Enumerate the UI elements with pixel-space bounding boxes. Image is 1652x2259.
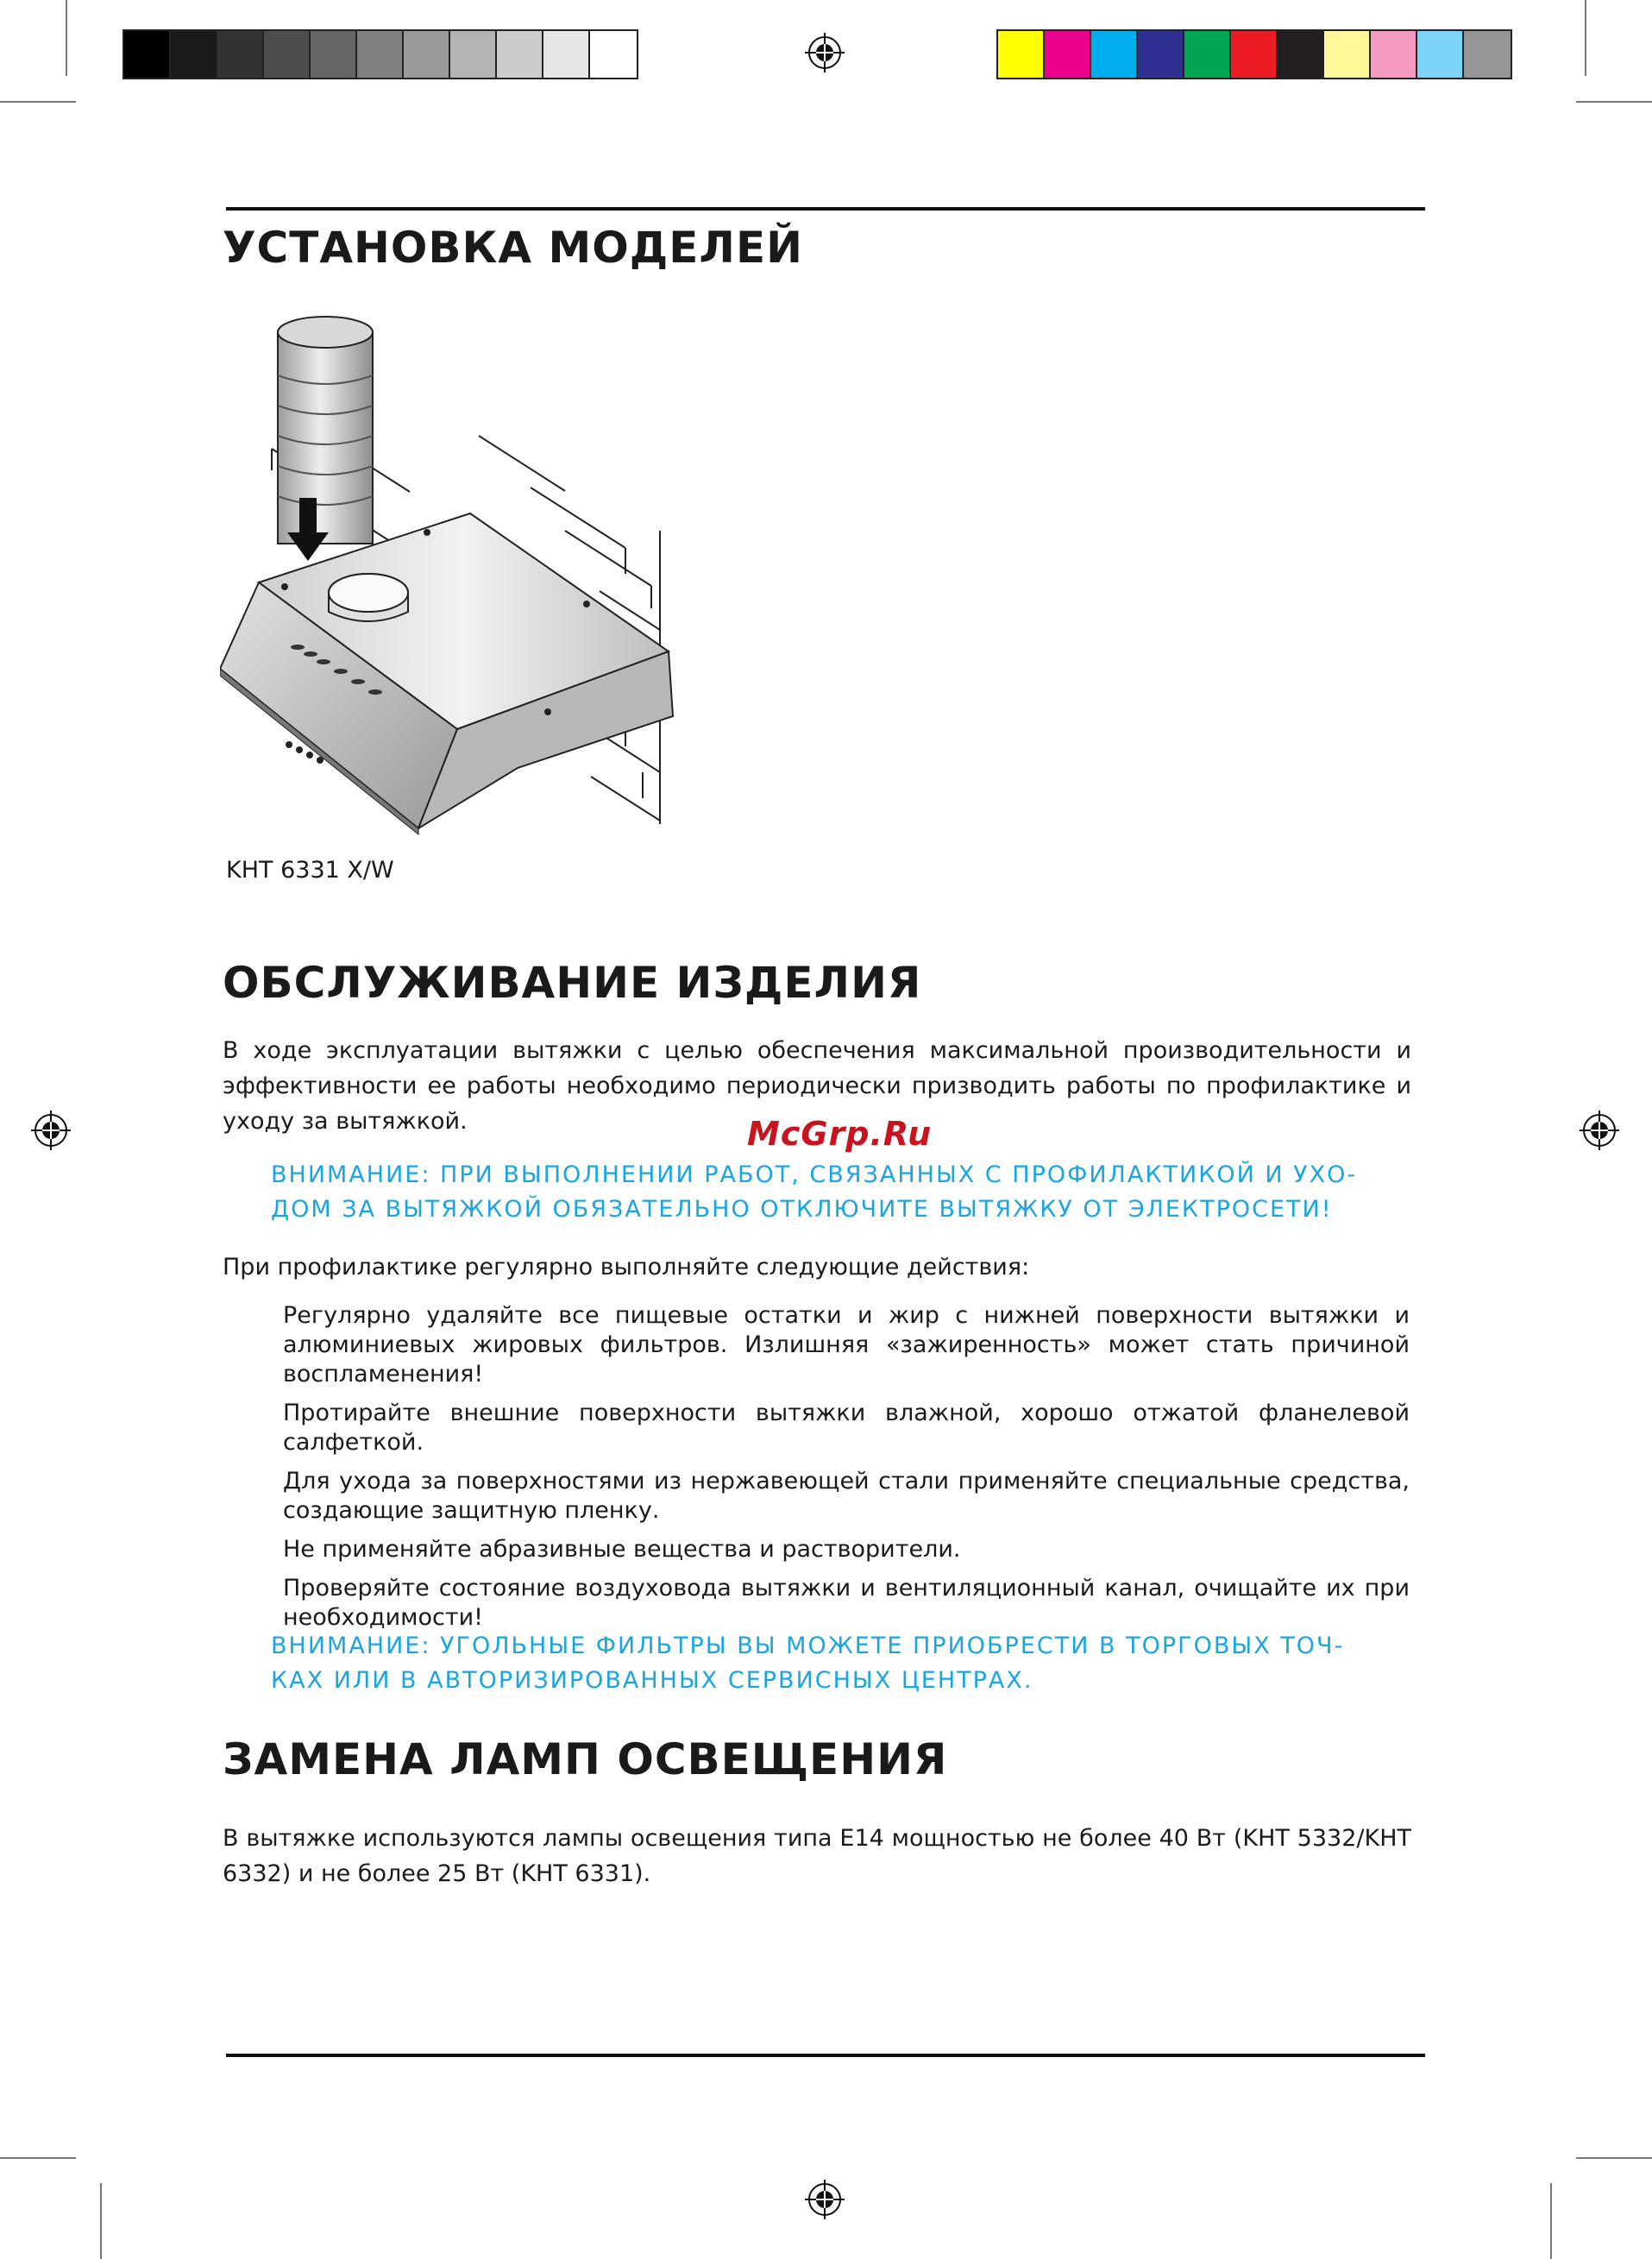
color-swatch bbox=[404, 31, 450, 78]
crop-mark bbox=[0, 101, 76, 103]
color-swatch bbox=[171, 31, 217, 78]
crop-mark bbox=[66, 0, 67, 76]
color-swatch bbox=[998, 31, 1045, 78]
color-swatch bbox=[590, 31, 637, 78]
list-item: Регулярно удаляйте все пищевые остатки и жир с нижней поверхности вытяжки и алюминиевых жировых фильтров. Излишняя «зажиренность» может стать причиной воспламенения! bbox=[283, 1302, 1410, 1387]
color-swatch bbox=[1231, 31, 1278, 78]
crop-mark bbox=[0, 2157, 76, 2159]
color-swatch bbox=[1278, 31, 1324, 78]
color-swatch bbox=[264, 31, 311, 78]
color-swatch bbox=[1091, 31, 1138, 78]
list-item: Протирайте внешние поверхности вытяжки влажной, хорошо отжатой фланелевой салфеткой. bbox=[283, 1400, 1410, 1456]
warning-line: ВНИМАНИЕ: ПРИ ВЫПОЛНЕНИИ РАБОТ, СВЯЗАННЫХ С ПРОФИЛАКТИКОЙ И УХО- bbox=[271, 1161, 1358, 1188]
crop-mark bbox=[1576, 101, 1652, 103]
registration-mark-icon bbox=[31, 1111, 71, 1150]
warning-line: ДОМ ЗА ВЫТЯЖКОЙ ОБЯЗАТЕЛЬНО ОТКЛЮЧИТЕ ВЫТЯЖКУ ОТ ЭЛЕКТРОСЕТИ! bbox=[271, 1196, 1333, 1223]
list-item: Проверяйте состояние воздуховода вытяжки и вентиляционный канал, очищайте их при необходимости! bbox=[283, 1575, 1410, 1631]
process-color-bar bbox=[996, 29, 1512, 79]
maintenance-list bbox=[283, 1301, 1410, 1642]
grayscale-color-bar bbox=[122, 29, 638, 79]
section-title-maintenance: ОБСЛУЖИВАНИЕ ИЗДЕЛИЯ bbox=[223, 958, 922, 1008]
lamp-replacement-text: В вытяжке используются лампы освещения типа Е14 мощностью не более 40 Вт (KHT 5332/KHT 6332) и не более 25 Вт (KHT 6331). bbox=[223, 1825, 1411, 1887]
section-title-installation: УСТАНОВКА МОДЕЛЕЙ bbox=[223, 223, 803, 273]
warning-carbon-filters bbox=[271, 1629, 1392, 1698]
crop-mark bbox=[1550, 2183, 1552, 2259]
list-item: Не применяйте абразивные вещества и растворители. bbox=[283, 1536, 961, 1563]
registration-mark-icon bbox=[805, 33, 845, 72]
color-swatch bbox=[450, 31, 497, 78]
range-hood-install-illustration bbox=[220, 306, 755, 837]
color-swatch bbox=[1371, 31, 1417, 78]
color-swatch bbox=[1138, 31, 1184, 78]
registration-mark-icon bbox=[1580, 1111, 1619, 1150]
registration-mark-icon bbox=[805, 2180, 845, 2219]
color-swatch bbox=[1184, 31, 1231, 78]
crop-mark bbox=[1585, 0, 1586, 76]
warning-disconnect bbox=[271, 1158, 1392, 1227]
crop-mark bbox=[100, 2183, 102, 2259]
color-swatch bbox=[497, 31, 543, 78]
color-swatch bbox=[1464, 31, 1511, 78]
warning-line: КАХ ИЛИ В АВТОРИЗИРОВАННЫХ СЕРВИСНЫХ ЦЕНТРАХ. bbox=[271, 1667, 1033, 1694]
color-swatch bbox=[543, 31, 590, 78]
color-swatch bbox=[1417, 31, 1464, 78]
color-swatch bbox=[1324, 31, 1371, 78]
crop-mark bbox=[1576, 2157, 1652, 2159]
color-swatch bbox=[311, 31, 357, 78]
top-rule bbox=[226, 207, 1425, 211]
section-title-lamp-replacement: ЗАМЕНА ЛАМП ОСВЕЩЕНИЯ bbox=[223, 1734, 948, 1784]
color-swatch bbox=[124, 31, 171, 78]
color-swatch bbox=[1045, 31, 1091, 78]
model-caption: KHT 6331 X/W bbox=[226, 857, 394, 884]
warning-line: ВНИМАНИЕ: УГОЛЬНЫЕ ФИЛЬТРЫ ВЫ МОЖЕТЕ ПРИОБРЕСТИ В ТОРГОВЫХ ТОЧ- bbox=[271, 1633, 1345, 1659]
list-item: Для ухода за поверхностями из нержавеющей стали применяйте специальные средства, создающие защитную пленку. bbox=[283, 1468, 1410, 1524]
color-swatch bbox=[217, 31, 264, 78]
watermark: McGrp.Ru bbox=[747, 1115, 933, 1153]
list-intro: При профилактике регулярно выполняйте следующие действия: bbox=[223, 1254, 1030, 1281]
color-swatch bbox=[357, 31, 404, 78]
bottom-rule bbox=[226, 2054, 1425, 2057]
maintenance-intro: В ходе эксплуатации вытяжки с целью обеспечения максимальной производительности и эффективности ее работы необходимо периодически призводить работы по профилактике и уходу за вытяжкой. bbox=[223, 1037, 1411, 1135]
